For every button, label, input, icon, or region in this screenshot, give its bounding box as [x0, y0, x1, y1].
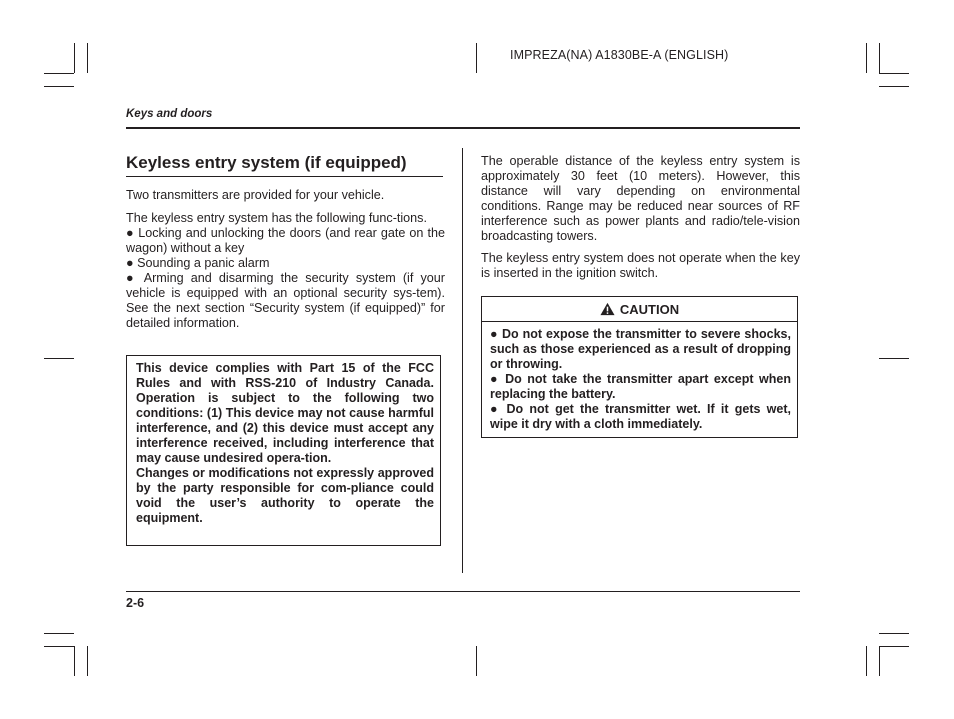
caution-item: ● Do not take the transmitter apart except when replacing the battery. — [490, 372, 791, 401]
crop-mark — [44, 633, 74, 634]
footer-rule — [126, 591, 800, 592]
caution-body — [482, 322, 797, 432]
crop-mark — [879, 358, 909, 359]
crop-mark — [879, 646, 909, 647]
intro-paragraph: Two transmitters are provided for your vehicle. — [126, 188, 385, 202]
feature-bullet: ● Locking and unlocking the doors (and rear gate on the wagon) without a key — [126, 226, 446, 255]
crop-mark — [44, 646, 74, 647]
fcc-notice-box — [126, 355, 441, 546]
warning-triangle-icon — [600, 302, 615, 316]
left-column-text — [126, 188, 445, 331]
caution-item: ● Do not get the transmitter wet. If it gets wet, wipe it dry with a cloth immediately. — [490, 402, 791, 431]
feature-bullet: ● Sounding a panic alarm — [126, 256, 270, 270]
section-label: Keys and doors — [126, 108, 213, 120]
crop-mark — [87, 646, 88, 676]
crop-mark — [44, 86, 74, 87]
crop-mark — [879, 43, 880, 73]
fcc-notice-text: This device complies with Part 15 of the FCC Rules and with RSS-210 of Industry Canada. Operation is subject to the following two conditions: (1) This device may not cause harmful interference, and (2) this device must accept any interference received, including interference that may cause undesired opera-tion. — [136, 361, 434, 465]
crop-mark — [879, 646, 880, 676]
header-rule — [126, 127, 800, 129]
caution-box — [481, 296, 798, 438]
ignition-paragraph: The keyless entry system does not operate when the key is inserted in the ignition switch. — [481, 251, 800, 280]
section-heading: Keyless entry system (if equipped) — [126, 153, 443, 177]
caution-title: CAUTION — [619, 301, 680, 317]
page-number: 2-6 — [126, 596, 145, 610]
right-column-text — [481, 154, 800, 281]
range-paragraph: The operable distance of the keyless entry system is approximately 30 feet (10 meters). However, this distance will vary depending on environmental conditions. Range may be reduced near sources of RF interference such as power plants and radio/tele-vision broadcasting towers. — [481, 154, 800, 243]
feature-bullet: ● Arming and disarming the security system (if your vehicle is equipped with an optional security sys-tem). See the next section “Security system (if equipped)” for detailed information. — [126, 271, 445, 330]
crop-mark — [44, 358, 74, 359]
crop-mark — [879, 73, 909, 74]
crop-mark — [879, 633, 909, 634]
crop-mark — [74, 43, 75, 73]
caution-header — [482, 297, 797, 322]
fcc-modification-warning: Changes or modifications not expressly approved by the party responsible for com-pliance could void the user’s authority to operate the equipment. — [136, 466, 434, 525]
caution-item: ● Do not expose the transmitter to severe shocks, such as those experienced as a result of dropping or throwing. — [490, 327, 791, 371]
crop-mark — [476, 43, 477, 73]
crop-mark — [866, 43, 867, 73]
crop-mark — [44, 73, 74, 74]
features-intro: The keyless entry system has the following func-tions. — [126, 211, 427, 225]
crop-mark — [476, 646, 477, 676]
crop-mark — [879, 86, 909, 87]
document-id: IMPREZA(NA) A1830BE-A (ENGLISH) — [510, 48, 729, 62]
crop-mark — [87, 43, 88, 73]
crop-mark — [866, 646, 867, 676]
crop-mark — [74, 646, 75, 676]
column-divider — [462, 148, 463, 573]
